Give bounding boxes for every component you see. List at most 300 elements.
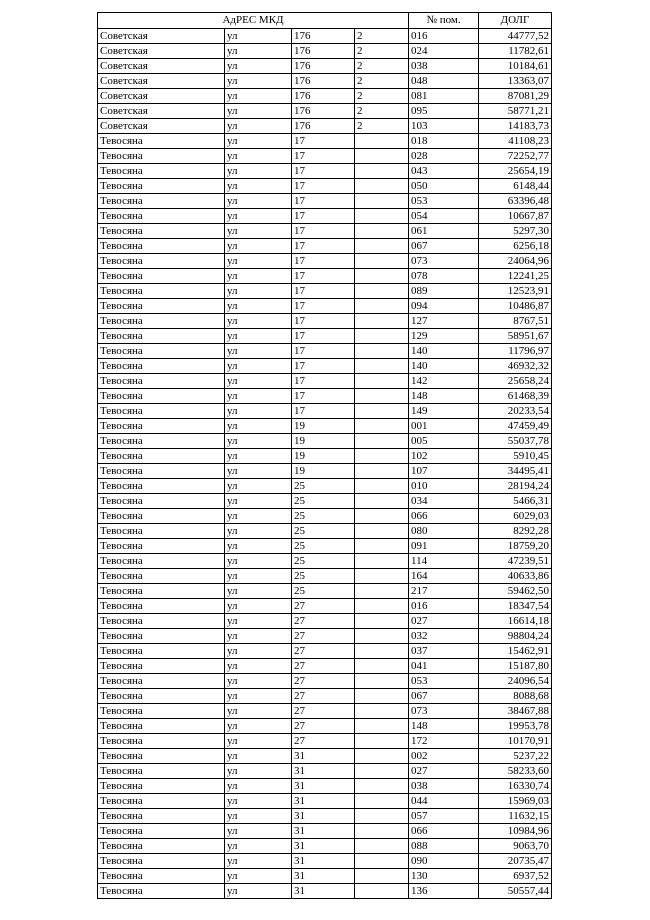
cell-street-type: ул [225,809,292,824]
cell-building [355,299,409,314]
table-row [98,854,552,869]
cell-street: Тевосяна [98,569,225,584]
cell-street-type: ул [225,284,292,299]
cell-building [355,434,409,449]
table-row [98,29,552,44]
cell-street-type: ул [225,254,292,269]
table-row [98,119,552,134]
cell-house: 17 [292,149,355,164]
cell-house: 17 [292,224,355,239]
cell-building [355,674,409,689]
cell-apartment: 073 [409,704,479,719]
cell-house: 27 [292,614,355,629]
cell-street-type: ул [225,374,292,389]
table-row [98,44,552,59]
cell-house: 27 [292,719,355,734]
cell-street: Тевосяна [98,779,225,794]
cell-apartment: 016 [409,29,479,44]
cell-street: Тевосяна [98,704,225,719]
table-row [98,419,552,434]
cell-street-type: ул [225,524,292,539]
table-row [98,329,552,344]
cell-house: 31 [292,764,355,779]
cell-street: Тевосяна [98,389,225,404]
cell-street: Тевосяна [98,374,225,389]
cell-apartment: 095 [409,104,479,119]
cell-building [355,374,409,389]
cell-debt: 6256,18 [479,239,552,254]
cell-debt: 46932,32 [479,359,552,374]
cell-house: 19 [292,464,355,479]
cell-apartment: 136 [409,884,479,899]
cell-building [355,419,409,434]
cell-debt: 8088,68 [479,689,552,704]
cell-street-type: ул [225,824,292,839]
cell-street: Советская [98,89,225,104]
cell-apartment: 217 [409,584,479,599]
cell-building [355,179,409,194]
cell-street: Тевосяна [98,494,225,509]
cell-house: 31 [292,779,355,794]
cell-street: Тевосяна [98,539,225,554]
cell-street: Тевосяна [98,614,225,629]
cell-house: 17 [292,269,355,284]
cell-building [355,344,409,359]
cell-apartment: 081 [409,89,479,104]
cell-street-type: ул [225,494,292,509]
cell-debt: 41108,23 [479,134,552,149]
cell-apartment: 107 [409,464,479,479]
cell-street-type: ул [225,344,292,359]
cell-street-type: ул [225,104,292,119]
cell-debt: 58233,60 [479,764,552,779]
cell-debt: 12241,25 [479,269,552,284]
cell-building [355,584,409,599]
cell-street-type: ул [225,539,292,554]
cell-street-type: ул [225,269,292,284]
header-apartment: № пом. [409,13,479,29]
cell-apartment: 129 [409,329,479,344]
cell-street: Тевосяна [98,179,225,194]
table-row [98,89,552,104]
cell-street-type: ул [225,719,292,734]
cell-debt: 34495,41 [479,464,552,479]
cell-apartment: 043 [409,164,479,179]
cell-apartment: 010 [409,479,479,494]
table-row [98,479,552,494]
cell-debt: 9063,70 [479,839,552,854]
cell-building [355,464,409,479]
cell-building [355,854,409,869]
cell-house: 31 [292,794,355,809]
cell-debt: 15462,91 [479,644,552,659]
cell-apartment: 103 [409,119,479,134]
cell-debt: 38467,88 [479,704,552,719]
cell-building [355,749,409,764]
cell-house: 176 [292,119,355,134]
cell-apartment: 057 [409,809,479,824]
cell-house: 25 [292,569,355,584]
cell-street-type: ул [225,419,292,434]
cell-street-type: ул [225,854,292,869]
table-row [98,464,552,479]
cell-building [355,239,409,254]
cell-house: 27 [292,689,355,704]
table-row [98,524,552,539]
cell-street: Тевосяна [98,839,225,854]
cell-building [355,389,409,404]
cell-house: 31 [292,869,355,884]
cell-apartment: 048 [409,74,479,89]
cell-street-type: ул [225,779,292,794]
table-row [98,869,552,884]
cell-street: Тевосяна [98,734,225,749]
cell-debt: 12523,91 [479,284,552,299]
cell-debt: 59462,50 [479,584,552,599]
cell-house: 31 [292,839,355,854]
cell-house: 19 [292,434,355,449]
cell-building [355,404,409,419]
cell-street: Тевосяна [98,209,225,224]
cell-street: Тевосяна [98,869,225,884]
cell-house: 25 [292,539,355,554]
cell-street: Советская [98,59,225,74]
cell-debt: 5297,30 [479,224,552,239]
cell-street-type: ул [225,569,292,584]
cell-building [355,479,409,494]
cell-street: Тевосяна [98,629,225,644]
cell-building [355,194,409,209]
cell-building [355,764,409,779]
table-row [98,314,552,329]
cell-debt: 6029,03 [479,509,552,524]
cell-debt: 8767,51 [479,314,552,329]
cell-street-type: ул [225,674,292,689]
cell-street-type: ул [225,644,292,659]
cell-apartment: 102 [409,449,479,464]
cell-debt: 10170,91 [479,734,552,749]
table-row [98,284,552,299]
cell-street-type: ул [225,749,292,764]
cell-apartment: 038 [409,779,479,794]
cell-street-type: ул [225,584,292,599]
table-row [98,299,552,314]
table-body [98,29,552,899]
cell-debt: 25654,19 [479,164,552,179]
cell-street: Тевосяна [98,584,225,599]
cell-debt: 18759,20 [479,539,552,554]
cell-building [355,164,409,179]
cell-street-type: ул [225,389,292,404]
table-row [98,749,552,764]
cell-street-type: ул [225,74,292,89]
cell-house: 17 [292,359,355,374]
cell-street-type: ул [225,209,292,224]
table-row [98,164,552,179]
cell-building: 2 [355,104,409,119]
cell-house: 19 [292,449,355,464]
cell-debt: 18347,54 [479,599,552,614]
table-row [98,599,552,614]
cell-apartment: 067 [409,689,479,704]
cell-street: Тевосяна [98,134,225,149]
cell-building [355,359,409,374]
table-row [98,569,552,584]
table-row [98,224,552,239]
cell-street: Тевосяна [98,479,225,494]
cell-debt: 40633,86 [479,569,552,584]
cell-building: 2 [355,89,409,104]
table-row [98,764,552,779]
cell-building [355,884,409,899]
header-address: АдРЕС МКД [98,13,409,29]
cell-building [355,689,409,704]
table-row [98,704,552,719]
cell-debt: 8292,28 [479,524,552,539]
cell-street: Тевосяна [98,329,225,344]
table-row [98,509,552,524]
cell-house: 25 [292,494,355,509]
cell-house: 31 [292,824,355,839]
cell-building: 2 [355,44,409,59]
cell-debt: 44777,52 [479,29,552,44]
cell-street: Тевосяна [98,299,225,314]
cell-street: Советская [98,74,225,89]
cell-apartment: 148 [409,719,479,734]
cell-debt: 47239,51 [479,554,552,569]
cell-building: 2 [355,29,409,44]
cell-apartment: 067 [409,239,479,254]
table-row [98,104,552,119]
cell-street: Тевосяна [98,284,225,299]
cell-apartment: 148 [409,389,479,404]
cell-street-type: ул [225,29,292,44]
cell-building [355,629,409,644]
table-row [98,689,552,704]
cell-street: Тевосяна [98,659,225,674]
cell-house: 17 [292,194,355,209]
cell-debt: 16614,18 [479,614,552,629]
cell-street-type: ул [225,764,292,779]
cell-street: Тевосяна [98,314,225,329]
cell-apartment: 028 [409,149,479,164]
cell-house: 176 [292,89,355,104]
cell-apartment: 142 [409,374,479,389]
table-row [98,404,552,419]
header-debt: ДОЛГ [479,13,552,29]
cell-building [355,509,409,524]
table-row [98,269,552,284]
cell-apartment: 094 [409,299,479,314]
cell-debt: 6148,44 [479,179,552,194]
cell-building: 2 [355,59,409,74]
cell-street-type: ул [225,299,292,314]
cell-apartment: 024 [409,44,479,59]
cell-building [355,839,409,854]
cell-street: Тевосяна [98,344,225,359]
cell-building [355,524,409,539]
cell-building [355,599,409,614]
cell-house: 27 [292,674,355,689]
cell-building [355,314,409,329]
cell-apartment: 080 [409,524,479,539]
cell-apartment: 066 [409,509,479,524]
cell-apartment: 089 [409,284,479,299]
cell-debt: 19953,78 [479,719,552,734]
cell-debt: 63396,48 [479,194,552,209]
cell-debt: 58951,67 [479,329,552,344]
cell-building [355,494,409,509]
cell-street: Тевосяна [98,464,225,479]
cell-debt: 5910,45 [479,449,552,464]
cell-house: 17 [292,254,355,269]
cell-debt: 24096,54 [479,674,552,689]
cell-house: 31 [292,749,355,764]
cell-house: 17 [292,374,355,389]
cell-apartment: 002 [409,749,479,764]
cell-house: 17 [292,404,355,419]
cell-street-type: ул [225,704,292,719]
table-row [98,734,552,749]
cell-apartment: 172 [409,734,479,749]
cell-debt: 55037,78 [479,434,552,449]
cell-house: 17 [292,134,355,149]
cell-street-type: ул [225,629,292,644]
cell-apartment: 038 [409,59,479,74]
cell-apartment: 001 [409,419,479,434]
cell-street-type: ул [225,464,292,479]
table-row [98,179,552,194]
cell-debt: 5466,31 [479,494,552,509]
table-row [98,554,552,569]
table-row [98,659,552,674]
cell-street-type: ул [225,599,292,614]
cell-house: 27 [292,644,355,659]
cell-building [355,779,409,794]
table-row [98,584,552,599]
table-row [98,629,552,644]
cell-building [355,734,409,749]
cell-apartment: 066 [409,824,479,839]
cell-house: 27 [292,659,355,674]
cell-debt: 47459,49 [479,419,552,434]
cell-building [355,794,409,809]
cell-street-type: ул [225,224,292,239]
cell-house: 176 [292,59,355,74]
cell-street: Тевосяна [98,764,225,779]
cell-house: 31 [292,884,355,899]
cell-street: Тевосяна [98,164,225,179]
cell-street: Тевосяна [98,599,225,614]
cell-street: Советская [98,119,225,134]
cell-apartment: 050 [409,179,479,194]
table-row [98,809,552,824]
cell-street: Тевосяна [98,824,225,839]
cell-building [355,704,409,719]
cell-street-type: ул [225,734,292,749]
cell-debt: 72252,77 [479,149,552,164]
cell-apartment: 032 [409,629,479,644]
cell-building [355,719,409,734]
cell-street-type: ул [225,164,292,179]
cell-debt: 50557,44 [479,884,552,899]
cell-apartment: 061 [409,224,479,239]
cell-house: 17 [292,164,355,179]
cell-street: Советская [98,29,225,44]
cell-apartment: 140 [409,344,479,359]
cell-street-type: ул [225,479,292,494]
table-row [98,614,552,629]
cell-house: 27 [292,734,355,749]
cell-street: Тевосяна [98,419,225,434]
cell-debt: 98804,24 [479,629,552,644]
cell-street: Тевосяна [98,689,225,704]
cell-debt: 28194,24 [479,479,552,494]
cell-street-type: ул [225,359,292,374]
cell-house: 25 [292,554,355,569]
cell-apartment: 140 [409,359,479,374]
table-row [98,134,552,149]
cell-building [355,824,409,839]
cell-street: Тевосяна [98,449,225,464]
cell-street: Тевосяна [98,194,225,209]
cell-house: 17 [292,239,355,254]
table-row [98,644,552,659]
cell-street-type: ул [225,509,292,524]
cell-apartment: 005 [409,434,479,449]
table-row [98,494,552,509]
cell-apartment: 027 [409,614,479,629]
cell-apartment: 044 [409,794,479,809]
table-row [98,239,552,254]
cell-debt: 5237,22 [479,749,552,764]
cell-street: Тевосяна [98,809,225,824]
cell-street: Тевосяна [98,524,225,539]
cell-house: 25 [292,584,355,599]
cell-house: 17 [292,209,355,224]
cell-street-type: ул [225,614,292,629]
cell-house: 17 [292,329,355,344]
cell-building [355,134,409,149]
cell-building [355,269,409,284]
cell-debt: 61468,39 [479,389,552,404]
cell-street-type: ул [225,149,292,164]
cell-apartment: 041 [409,659,479,674]
cell-building [355,224,409,239]
table-row [98,674,552,689]
cell-street: Тевосяна [98,404,225,419]
cell-street: Тевосяна [98,269,225,284]
table-row [98,359,552,374]
cell-apartment: 016 [409,599,479,614]
cell-house: 17 [292,344,355,359]
cell-street-type: ул [225,89,292,104]
cell-street-type: ул [225,134,292,149]
cell-street: Тевосяна [98,794,225,809]
cell-street: Советская [98,104,225,119]
cell-street-type: ул [225,449,292,464]
cell-debt: 15187,80 [479,659,552,674]
cell-debt: 24064,96 [479,254,552,269]
cell-street: Тевосяна [98,149,225,164]
cell-house: 17 [292,179,355,194]
cell-street: Тевосяна [98,719,225,734]
cell-house: 176 [292,74,355,89]
cell-house: 19 [292,419,355,434]
cell-street: Тевосяна [98,644,225,659]
cell-debt: 10486,87 [479,299,552,314]
cell-street-type: ул [225,314,292,329]
